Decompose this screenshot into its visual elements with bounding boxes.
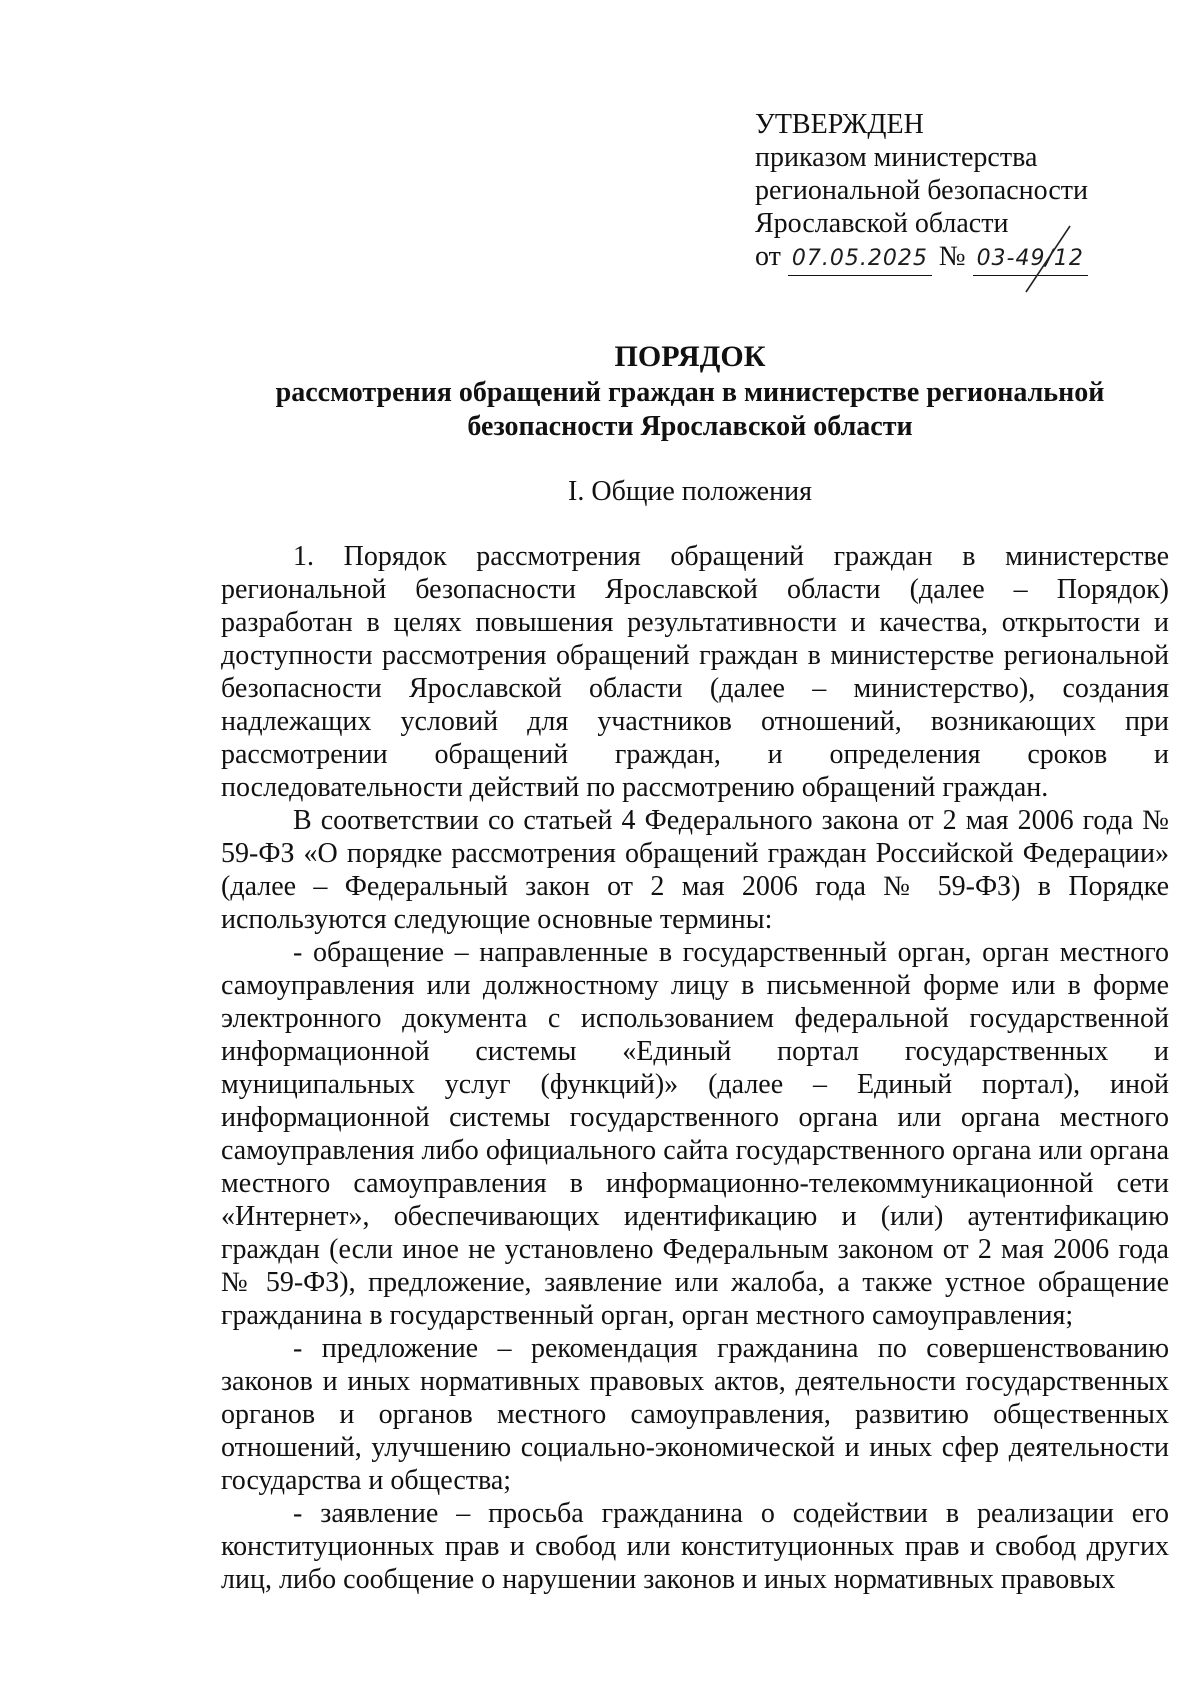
- document-subtitle-line-1: рассмотрения обращений граждан в министерстве региональной: [275, 377, 1105, 408]
- approval-title: УТВЕРЖДЕН: [755, 109, 924, 140]
- paragraph-term-appeal: - обращение – направленные в государственный орган, орган местного самоуправления или должностному лицу в письменной форме или в форме электронного документа с использованием федеральной государственной информационной системы «Единый портал государственных и муниципальных услуг (функций)» (далее – Единый портал), иной информационной системы государственного органа или органа местного самоуправления либо официального сайта государственного органа или органа местного самоуправления в информационно-телекоммуникационной сети «Интернет», обеспечивающих идентификацию и (или) аутентификацию граждан (если иное не установлено Федеральным законом от 2 мая 2006 года № 59-ФЗ), предложение, заявление или жалоба, а также устное обращение гражданина в государственный орган, орган местного самоуправления;: [221, 937, 1169, 1331]
- number-label: №: [938, 241, 966, 272]
- document-body: [221, 540, 1169, 1596]
- approval-stamp-block: [755, 108, 1175, 276]
- paragraph-2: В соответствии со статьей 4 Федерального закона от 2 мая 2006 года № 59-ФЗ «О порядке рассмотрения обращений граждан Российской Федерации» (далее – Федеральный закон от 2 мая 2006 года № 59-ФЗ) в Порядке используются следующие основные термины:: [221, 805, 1169, 935]
- document-title: ПОРЯДОК: [614, 340, 766, 373]
- paragraph-term-proposal: - предложение – рекомендация гражданина по совершенствованию законов и иных нормативных правовых актов, деятельности государственных органов и органов местного самоуправления, развитию общественных отношений, улучшению социально-экономической и иных сфер деятельности государства и общества;: [221, 1333, 1169, 1496]
- approval-date-row: [755, 240, 1175, 276]
- handwritten-slash-mark: [1012, 222, 1082, 294]
- section-heading: I. Общие положения: [568, 476, 812, 507]
- approval-date: [788, 240, 932, 276]
- approval-line-1: приказом министерства: [755, 142, 1038, 173]
- document-title-block: [220, 340, 1160, 444]
- paragraph-term-statement: - заявление – просьба гражданина о содействии в реализации его конституционных прав и свобод или конституционных прав и свобод других лиц, либо сообщение о нарушении законов и иных нормативных правовых: [221, 1498, 1169, 1595]
- from-label: от: [755, 241, 781, 272]
- paragraph-1: 1. Порядок рассмотрения обращений граждан в министерстве региональной безопасности Ярославской области (далее – Порядок) разработан в целях повышения результативности и качества, открытости и доступности рассмотрения обращений граждан в министерстве региональной безопасности Ярославской области (далее – министерство), создания надлежащих условий для участников отношений, возникающих при рассмотрении обращений граждан, и определения сроков и последовательности действий по рассмотрению обращений граждан.: [221, 541, 1169, 803]
- handwritten-number: 03-49/12: [976, 246, 1084, 271]
- approval-line-3: Ярославской области: [755, 208, 1009, 239]
- approval-line-2: региональной безопасности: [755, 175, 1088, 206]
- document-subtitle-line-2: безопасности Ярославской области: [467, 411, 913, 442]
- handwritten-date: 07.05.2025: [791, 246, 928, 271]
